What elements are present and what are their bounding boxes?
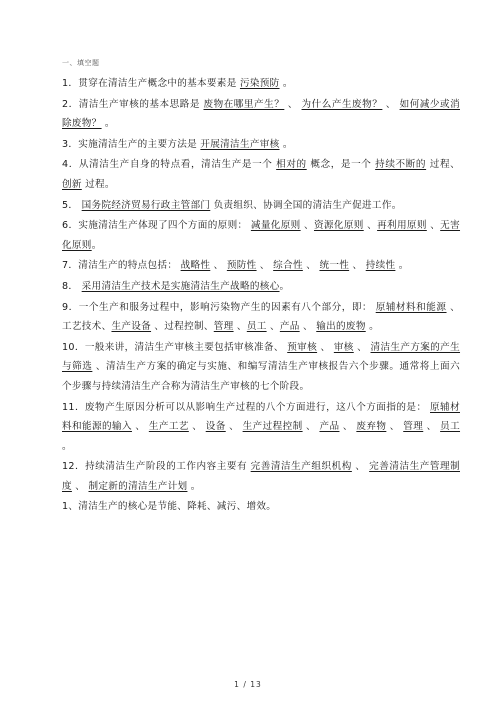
question-text: 4．从清洁生产自身的特点看，清洁生产是一个 bbox=[62, 159, 277, 171]
question-text: 过程。 bbox=[81, 178, 115, 190]
question-text: 10．一般来讲，清洁生产审核主要包括审核准备、 bbox=[62, 341, 288, 353]
question-item bbox=[62, 338, 460, 397]
answer-blank: 再利用原则 bbox=[377, 220, 427, 232]
question-text: 、 bbox=[363, 220, 378, 232]
answer-blank: 开展清洁生产审核 bbox=[200, 138, 280, 150]
question-text: 。 bbox=[279, 138, 293, 150]
answer-blank: 原辅材料和能源的输入 bbox=[62, 401, 460, 433]
question-text: 2．清洁生产审核的基本思路是 bbox=[62, 98, 204, 110]
question-text: 。 bbox=[91, 239, 102, 251]
question-text: 、 bbox=[300, 220, 314, 232]
answer-blank: 员工 bbox=[440, 421, 461, 433]
answer-blank: 采用清洁生产技术是实施清洁生产战略的核心 bbox=[81, 280, 280, 292]
answer-blank: 减量化原则 bbox=[250, 220, 301, 232]
question-item bbox=[62, 497, 460, 517]
page-separator: / bbox=[243, 680, 247, 689]
answer-blank: 国务院经济贸易行政主管部门 bbox=[81, 199, 211, 211]
answer-blank: 生产工艺 bbox=[148, 421, 189, 433]
page-total: 13 bbox=[250, 680, 262, 689]
question-item bbox=[62, 398, 460, 457]
answer-blank: 持续不断的 bbox=[375, 159, 427, 171]
answer-blank: 制定新的清洁生产计划 bbox=[88, 480, 188, 492]
question-text: 、 bbox=[256, 260, 274, 272]
question-item bbox=[62, 95, 460, 134]
answer-blank: 废弃物 bbox=[356, 421, 387, 433]
question-text: 负责组织、协调全国的清洁生产促进工作。 bbox=[210, 199, 402, 211]
question-text: 、 bbox=[353, 341, 371, 353]
question-text: 、 bbox=[302, 260, 320, 272]
question-text: 、 bbox=[131, 421, 149, 433]
question-text: 7．清洁生产的特点包括： bbox=[62, 260, 181, 272]
question-text: 3．实施清洁生产的主要方法是 bbox=[62, 138, 201, 150]
question-item bbox=[62, 256, 460, 276]
question-text: 。 bbox=[101, 118, 115, 130]
question-text: 1．贯穿在清洁生产概念中的基本要素是 bbox=[62, 78, 240, 89]
question-item bbox=[62, 457, 460, 496]
question-text: 。 bbox=[279, 78, 293, 89]
question-text: 、 bbox=[266, 321, 280, 333]
question-text: 、 bbox=[349, 260, 366, 272]
answer-blank: 员工 bbox=[246, 321, 267, 333]
page-current: 1 bbox=[234, 680, 240, 689]
question-text: 、 bbox=[317, 341, 334, 353]
question-item bbox=[62, 135, 460, 155]
question-text: 、 bbox=[284, 98, 302, 110]
question-text: 、 bbox=[188, 421, 206, 433]
answer-blank: 废物在哪里产生？ bbox=[203, 98, 285, 110]
question-text: 、 bbox=[71, 480, 89, 492]
answer-blank: 资源化原则 bbox=[313, 220, 364, 232]
answer-blank: 无害化原则 bbox=[62, 220, 461, 251]
question-item bbox=[62, 298, 460, 337]
question-text: 、 bbox=[210, 260, 227, 272]
answer-blank: 设备 bbox=[205, 421, 226, 433]
answer-blank: 预防性 bbox=[226, 260, 257, 272]
question-text: 、 bbox=[426, 220, 441, 232]
answer-blank: 综合性 bbox=[273, 260, 303, 272]
question-text: 8． bbox=[62, 280, 82, 292]
answer-blank: 管理 bbox=[403, 421, 424, 433]
question-text: 、 bbox=[299, 321, 317, 333]
question-text: 。 bbox=[279, 280, 290, 292]
page-footer bbox=[0, 680, 496, 689]
answer-blank: 如何减少或消除废物？ bbox=[62, 98, 460, 130]
question-text: 。 bbox=[395, 260, 409, 272]
question-text: 11．废物产生原因分析可以从影响生产过程的八个方面进行，这八个方面指的是： bbox=[62, 401, 431, 413]
question-text: 概念，是一个 bbox=[306, 159, 376, 171]
answer-blank: 统一性 bbox=[319, 260, 350, 272]
question-text: 、 bbox=[225, 421, 243, 433]
answer-blank: 原辅材料和能源 bbox=[375, 301, 447, 313]
question-list bbox=[62, 74, 460, 517]
answer-blank: 战略性 bbox=[180, 260, 211, 272]
question-text: 、 bbox=[339, 421, 357, 433]
answer-blank: 产品 bbox=[319, 421, 340, 433]
question-text: 。 bbox=[62, 440, 72, 452]
answer-blank: 审核 bbox=[333, 341, 354, 353]
question-text: 、 bbox=[423, 421, 441, 433]
question-text: 5． bbox=[62, 199, 82, 211]
answer-blank: 完善清洁生产组织机构 bbox=[250, 461, 352, 473]
answer-blank: 管理 bbox=[213, 321, 234, 333]
question-text: 、 bbox=[233, 321, 247, 333]
question-item bbox=[62, 216, 460, 255]
question-text: 过程、 bbox=[426, 159, 461, 171]
answer-blank: 为什么产生废物？ bbox=[301, 98, 383, 110]
answer-blank: 生产过程控制 bbox=[242, 421, 303, 433]
question-text: 、 bbox=[386, 421, 404, 433]
question-text: 。 bbox=[365, 321, 379, 333]
question-text: 、工艺技术、 bbox=[62, 301, 460, 333]
answer-blank: 输出的废物 bbox=[316, 321, 366, 333]
answer-blank: 相对的 bbox=[276, 159, 307, 171]
question-text: 、清洁生产方案的确定与实施、和编写清洁生产审核报告六个步骤。通常将上面六个步骤与持续清洁生产合称为清洁生产审核的七个阶段。 bbox=[62, 361, 460, 392]
question-text: 1、清洁生产的核心是节能、降耗、减污、增效。 bbox=[62, 501, 277, 513]
section-title: 一、填空题 bbox=[62, 59, 100, 67]
question-text: 、 bbox=[302, 421, 320, 433]
answer-blank: 预审核 bbox=[287, 341, 318, 353]
question-text: 、 bbox=[382, 98, 400, 110]
answer-blank: 污染预防 bbox=[239, 78, 280, 89]
answer-blank: 清洁生产方案的产生与筛选 bbox=[62, 341, 461, 373]
answer-blank: 完善清洁生产管理制度 bbox=[62, 461, 460, 492]
question-text: 12．持续清洁生产阶段的工作内容主要有 bbox=[62, 461, 251, 473]
question-text: 6．实施清洁生产体现了四个方面的原则： bbox=[62, 220, 251, 232]
question-item bbox=[62, 155, 460, 194]
answer-blank: 持续性 bbox=[365, 260, 396, 272]
question-item bbox=[62, 74, 460, 94]
question-text: 9．一个生产和服务过程中，影响污染物产生的因素有八个部分，即： bbox=[62, 301, 376, 313]
answer-blank: 生产设备 bbox=[111, 321, 152, 333]
answer-blank: 产品 bbox=[279, 321, 300, 333]
question-text: 、 bbox=[351, 461, 370, 473]
question-item bbox=[62, 277, 460, 297]
question-text: 。 bbox=[187, 480, 201, 492]
question-text: 、过程控制、 bbox=[151, 321, 214, 333]
question-item bbox=[62, 196, 460, 216]
answer-blank: 创新 bbox=[62, 178, 82, 190]
